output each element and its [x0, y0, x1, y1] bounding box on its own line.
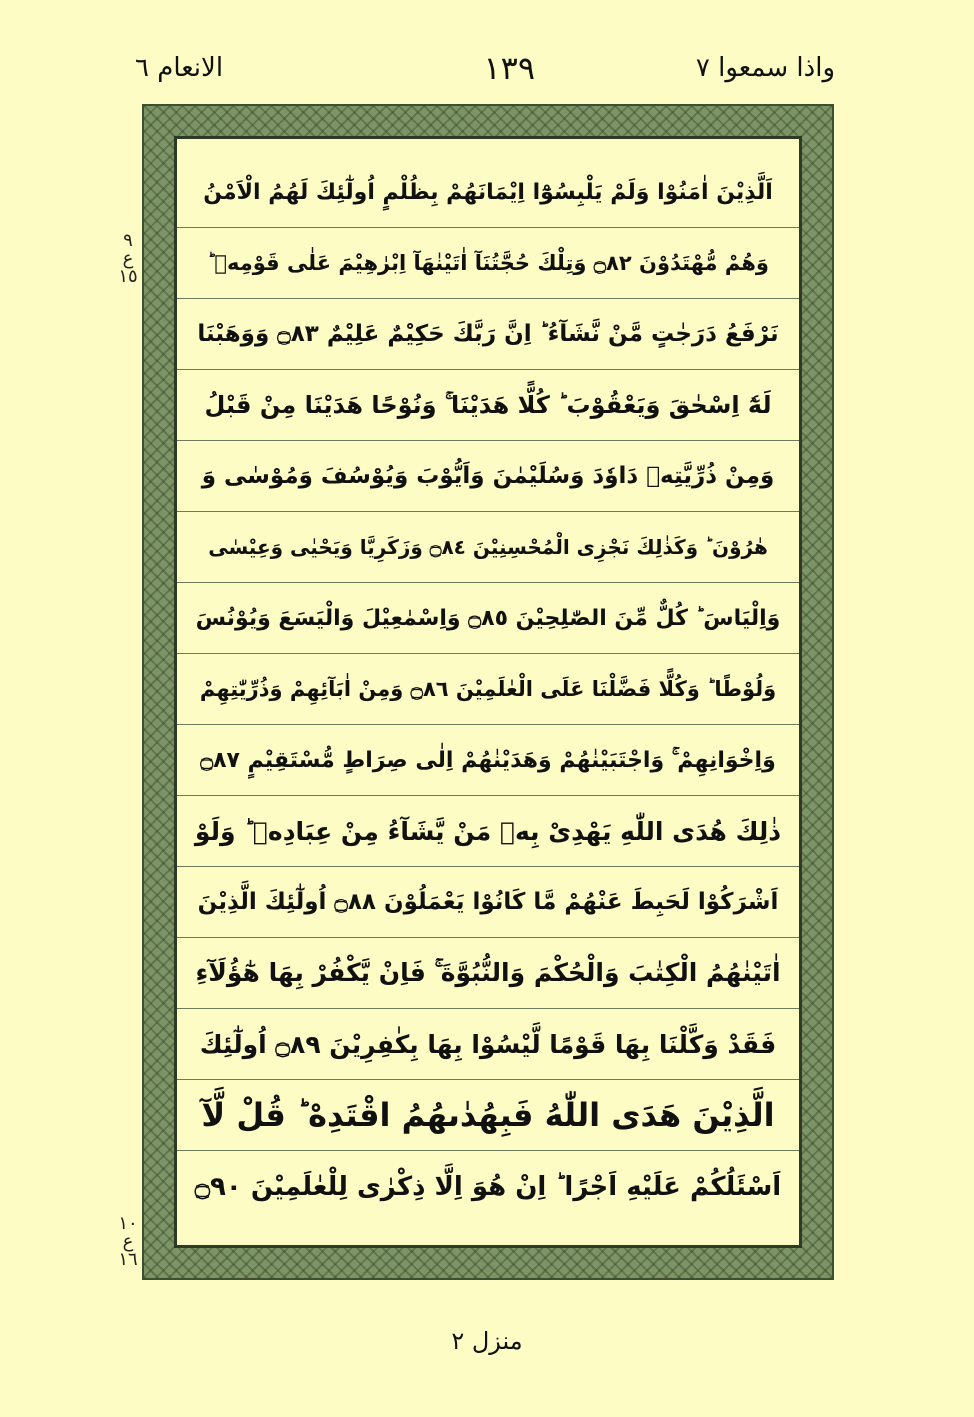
verse-line: نَرْفَعُ دَرَجٰتٍ مَّنْ نَّشَآءُ ؕ اِنَّ رَبَّكَ حَكِيْمٌ عَلِيْمٌ ۝٨٣ وَوَهَبْنَا	[177, 299, 799, 370]
ruku-marker-line: ع	[122, 248, 134, 269]
verse-lines	[177, 157, 799, 1222]
verse-line: ذٰلِكَ هُدَى اللّٰهِ يَهْدِىْ بِهٖ مَنْ يَّشَآءُ مِنْ عِبَادِهٖ ؕ وَلَوْ	[177, 796, 799, 867]
ruku-marker-line: ١٠	[118, 1213, 138, 1234]
verse-line: هٰرُوْنَ ؕ وَكَذٰلِكَ نَجْزِى الْمُحْسِنِيْنَ ۝٨٤ وَزَكَرِيَّا وَيَحْيٰى وَعِيْسٰى	[177, 512, 799, 583]
verse-line: لَهٗٓ اِسْحٰقَ وَيَعْقُوْبَ ؕ كُلًّا هَدَيْنَا ۚ وَنُوْحًا هَدَيْنَا مِنْ قَبْلُ	[177, 370, 799, 441]
verse-line: وَاِخْوَانِهِمْ ۚ وَاجْتَبَيْنٰهُمْ وَهَدَيْنٰهُمْ اِلٰى صِرَاطٍ مُّسْتَقِيْمٍ ۝٨٧	[177, 725, 799, 796]
verse-line: وَهُمْ مُّهْتَدُوْنَ ۝٨٢ وَتِلْكَ حُجَّتُنَآ اٰتَيْنٰهَآ اِبْرٰهِيْمَ عَلٰى قَوْمِهٖ ؕ	[177, 228, 799, 299]
verse-line: وَمِنْ ذُرِّيَّتِهٖ دَاوٗدَ وَسُلَيْمٰنَ وَاَيُّوْبَ وَيُوْسُفَ وَمُوْسٰى وَ	[177, 441, 799, 512]
ruku-marker-line: ١٥	[118, 266, 138, 287]
decorative-border	[142, 104, 834, 1280]
verse-line: وَلُوْطًا ؕ وَكُلًّا فَضَّلْنَا عَلَى الْعٰلَمِيْنَ ۝٨٦ وَمِنْ اٰبَآئِهِمْ وَذُرِّيّٰتِهِمْ	[177, 654, 799, 725]
juz-name: واذا سمعوا ٧	[695, 53, 835, 83]
verse-line: اَلَّذِيْنَ اٰمَنُوْا وَلَمْ يَلْبِسُوْٓا اِيْمَانَهُمْ بِظُلْمٍ اُولٰٓئِكَ لَهُمُ الْاَمْنُ	[177, 157, 799, 228]
verse-line: الَّذِيْنَ هَدَى اللّٰهُ فَبِهُدٰىهُمُ اقْتَدِهْ ؕ قُلْ لَّآ	[177, 1080, 799, 1151]
surah-name: الانعام ٦	[135, 53, 224, 83]
page-header	[135, 48, 835, 98]
manzil-footer: منزل ٢	[451, 1327, 523, 1355]
verse-line: وَاِلْيَاسَ ؕ كُلٌّ مِّنَ الصّٰلِحِيْنَ ۝٨٥ وَاِسْمٰعِيْلَ وَالْيَسَعَ وَيُوْنُسَ	[177, 583, 799, 654]
ruku-marker-line: ١٦	[118, 1249, 138, 1270]
page-number: ١٣٩	[483, 49, 535, 87]
verse-line: اٰتَيْنٰهُمُ الْكِتٰبَ وَالْحُكْمَ وَالنُّبُوَّةَ ۚ فَاِنْ يَّكْفُرْ بِهَا هٰٓؤُلَآءِ	[177, 938, 799, 1009]
ruku-marker-line: ٩	[123, 230, 133, 251]
ruku-marker-line: ع	[122, 1231, 134, 1252]
verse-line: اَشْرَكُوْا لَحَبِطَ عَنْهُمْ مَّا كَانُوْا يَعْمَلُوْنَ ۝٨٨ اُولٰٓئِكَ الَّذِيْنَ	[177, 867, 799, 938]
verse-line: فَقَدْ وَكَّلْنَا بِهَا قَوْمًا لَّيْسُوْا بِهَا بِكٰفِرِيْنَ ۝٨٩ اُولٰٓئِكَ	[177, 1009, 799, 1080]
verse-line: اَسْئَلُكُمْ عَلَيْهِ اَجْرًا ؕ اِنْ هُوَ اِلَّا ذِكْرٰى لِلْعٰلَمِيْنَ ۝٩٠	[194, 1171, 782, 1202]
text-area	[174, 136, 802, 1248]
